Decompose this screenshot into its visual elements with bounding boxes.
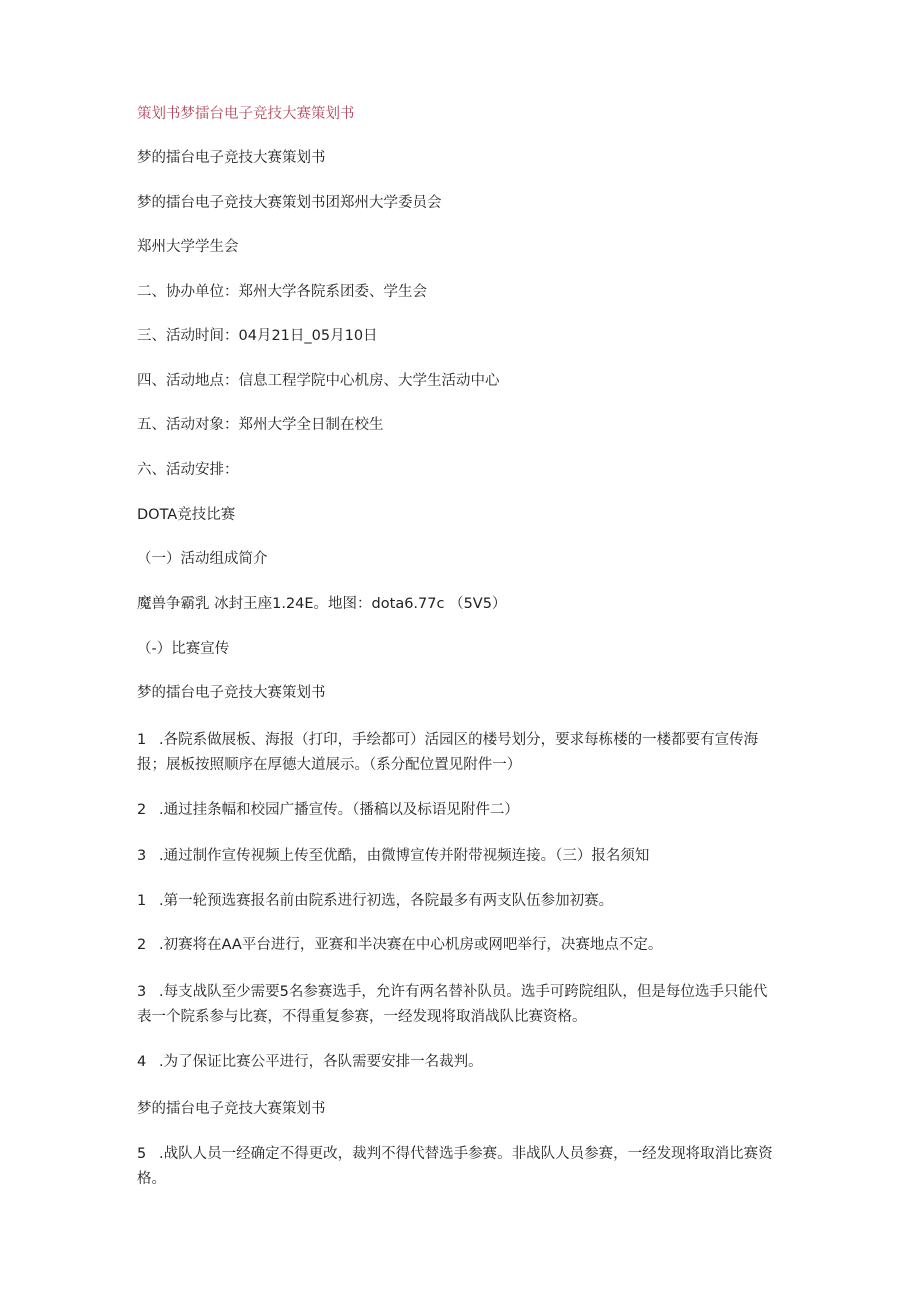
list-item-number: 3 bbox=[137, 984, 147, 1000]
list-item-text: .通过挂条幅和校园广播宣传。（播稿以及标语见附件二） bbox=[159, 802, 519, 818]
list-item-text: .战队人员一经确定不得更改，裁判不得代替选手参赛。非战队人员参赛，一经发现将取消比赛资格。 bbox=[137, 1146, 773, 1187]
list-item-text: .第一轮预选赛报名前由院系进行初选，各院最多有两支队伍参加初赛。 bbox=[159, 893, 614, 909]
document-title: 策划书梦擂台电子竞技大赛策划书 bbox=[137, 106, 355, 122]
list-item bbox=[137, 1142, 777, 1192]
activity-schedule-line: 六、活动安排： bbox=[137, 462, 239, 478]
organizer-line-2: 郑州大学学生会 bbox=[137, 239, 239, 255]
list-item bbox=[137, 798, 777, 823]
list-item-text: .每支战队至少需要5名参赛选手，允许有两名替补队员。选手可跨院组队，但是每位选手只能代表一个院系参与比赛，不得重复参赛，一经发现将取消战队比赛资格。 bbox=[137, 984, 768, 1025]
repeat-heading: 梦的擂台电子竞技大赛策划书 bbox=[137, 1101, 326, 1117]
list-item bbox=[137, 980, 777, 1030]
activity-time-line: 三、活动时间：04月21日_05月10日 bbox=[137, 328, 378, 344]
game-info-line: 魔兽争霸乳 冰封王座1.24E。地图：dota6.77c （5V5） bbox=[137, 596, 507, 612]
list-item-number: 5 bbox=[137, 1146, 147, 1162]
list-item-number: 4 bbox=[137, 1054, 147, 1070]
list-item-number: 1 bbox=[137, 732, 147, 748]
list-item-text: .各院系做展板、海报（打印，手绘都可）活园区的楼号划分，要求每栋楼的一楼都要有宣传海报；展板按照顺序在厚德大道展示。（系分配位置见附件一） bbox=[137, 732, 759, 773]
section-heading: DOTA竞技比赛 bbox=[137, 507, 236, 523]
list-item-number: 1 bbox=[137, 893, 147, 909]
co-organizer-line: 二、协办单位：郑州大学各院系团委、学生会 bbox=[137, 284, 427, 300]
list-item-number: 3 bbox=[137, 848, 147, 864]
activity-target-line: 五、活动对象：郑州大学全日制在校生 bbox=[137, 417, 384, 433]
repeat-heading: 梦的擂台电子竞技大赛策划书 bbox=[137, 685, 326, 701]
list-item-text: .为了保证比赛公平进行，各队需要安排一名裁判。 bbox=[159, 1054, 483, 1070]
activity-location-line: 四、活动地点：信息工程学院中心机房、大学生活动中心 bbox=[137, 373, 500, 389]
list-item-text: .通过制作宣传视频上传至优酷，由微博宣传并附带视频连接。（三）报名须知 bbox=[159, 848, 650, 864]
list-item bbox=[137, 933, 777, 958]
list-item bbox=[137, 844, 777, 869]
subsection-heading: （一）活动组成简介 bbox=[137, 551, 268, 567]
list-item bbox=[137, 1050, 777, 1075]
subsection-heading: （-）比赛宣传 bbox=[137, 641, 230, 657]
list-item-number: 2 bbox=[137, 937, 147, 953]
list-item-text: .初赛将在AA平台进行，亚赛和半决赛在中心机房或网吧举行，决赛地点不定。 bbox=[159, 937, 663, 953]
organizer-line: 梦的擂台电子竞技大赛策划书团郑州大学委员会 bbox=[137, 195, 442, 211]
list-item bbox=[137, 889, 777, 914]
heading-line: 梦的擂台电子竞技大赛策划书 bbox=[137, 150, 326, 166]
list-item bbox=[137, 728, 777, 778]
list-item-number: 2 bbox=[137, 802, 147, 818]
